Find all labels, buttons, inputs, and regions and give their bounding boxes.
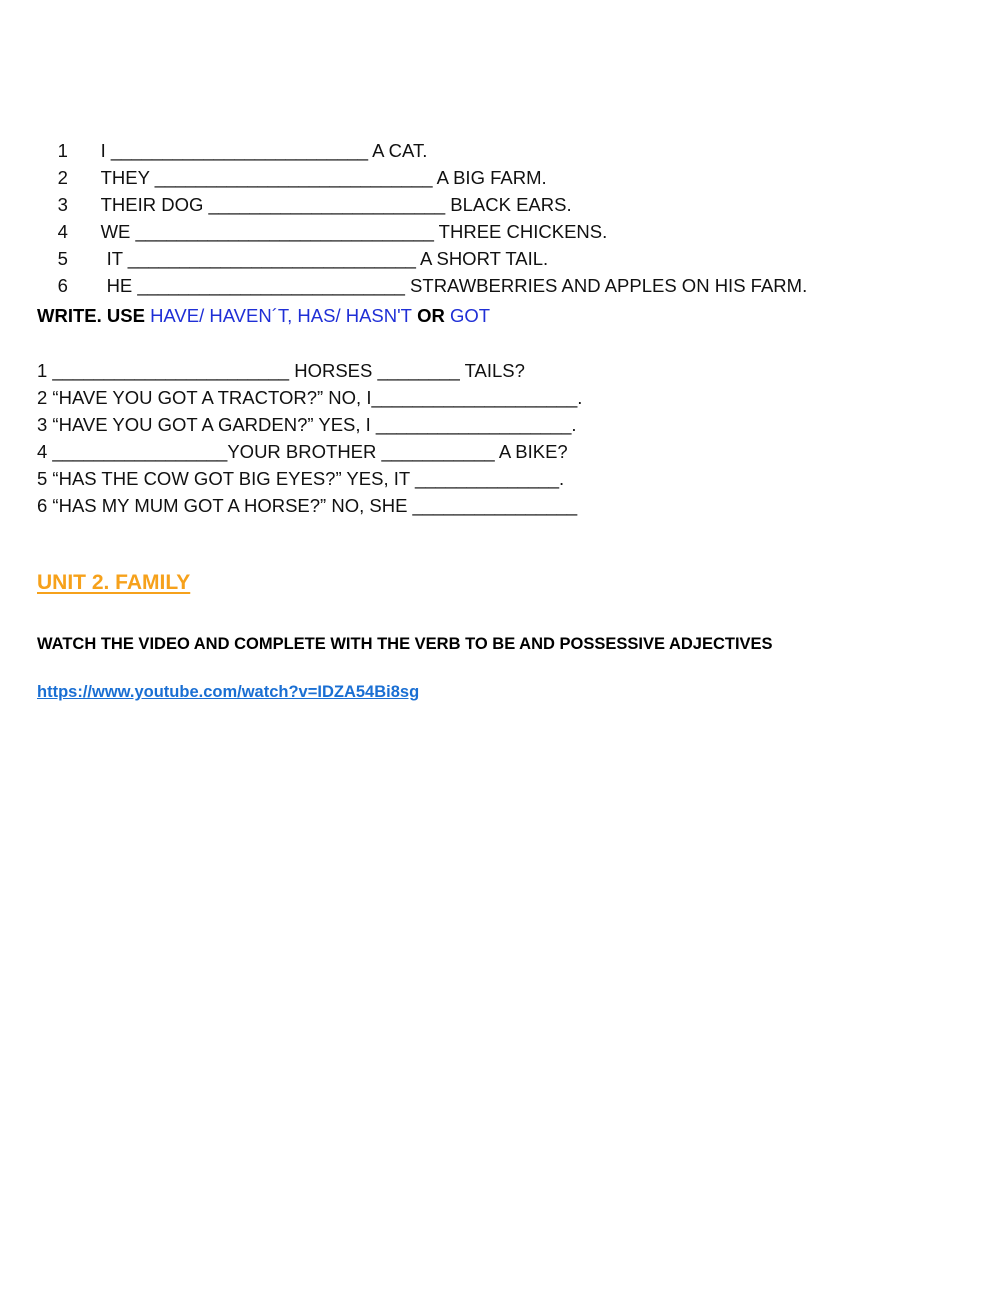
instruction-verbs: HAVE/ HAVEN´T, HAS/ HASN'T (150, 305, 412, 326)
item-text: IT ____________________________ A SHORT TAIL. (106, 248, 549, 269)
item-number: 2 (57, 167, 68, 188)
exercise-2-item-4: 4 _________________YOUR BROTHER ___________ A BIKE? (37, 441, 568, 462)
video-link[interactable]: https://www.youtube.com/watch?v=IDZA54Bi8sg (37, 683, 420, 701)
item-number: 3 (57, 194, 68, 215)
item-text: THEY ___________________________ A BIG FARM. (100, 167, 547, 188)
instruction-or: OR (411, 305, 450, 326)
item-number: 4 (57, 221, 68, 242)
item-text: HE __________________________ STRAWBERRIES AND APPLES ON HIS FARM. (106, 275, 808, 296)
instruction-prefix: WRITE. USE (37, 305, 151, 326)
exercise-2-item-5: 5 “HAS THE COW GOT BIG EYES?” YES, IT ______________. (37, 468, 565, 489)
item-number: 6 (57, 275, 68, 296)
unit-instruction: WATCH THE VIDEO AND COMPLETE WITH THE VERB TO BE AND POSSESSIVE ADJECTIVES (37, 635, 773, 653)
exercise-2-item-3: 3 “HAVE YOU GOT A GARDEN?” YES, I ___________________. (37, 414, 577, 435)
item-text: WE _____________________________ THREE CHICKENS. (100, 221, 608, 242)
item-text: THEIR DOG _______________________ BLACK EARS. (100, 194, 572, 215)
exercise-2-item-2: 2 “HAVE YOU GOT A TRACTOR?” NO, I____________________. (37, 387, 583, 408)
exercise-2-instruction (37, 305, 490, 327)
exercise-2-item-6: 6 “HAS MY MUM GOT A HORSE?” NO, SHE ________________ (37, 495, 578, 516)
instruction-got: GOT (449, 305, 491, 326)
exercise-2-item-1: 1 _______________________ HORSES ________ TAILS? (37, 360, 525, 381)
item-text: I _________________________ A CAT. (100, 140, 428, 161)
item-number: 1 (57, 140, 68, 161)
unit-title: UNIT 2. FAMILY (37, 571, 191, 594)
item-number: 5 (57, 248, 68, 269)
